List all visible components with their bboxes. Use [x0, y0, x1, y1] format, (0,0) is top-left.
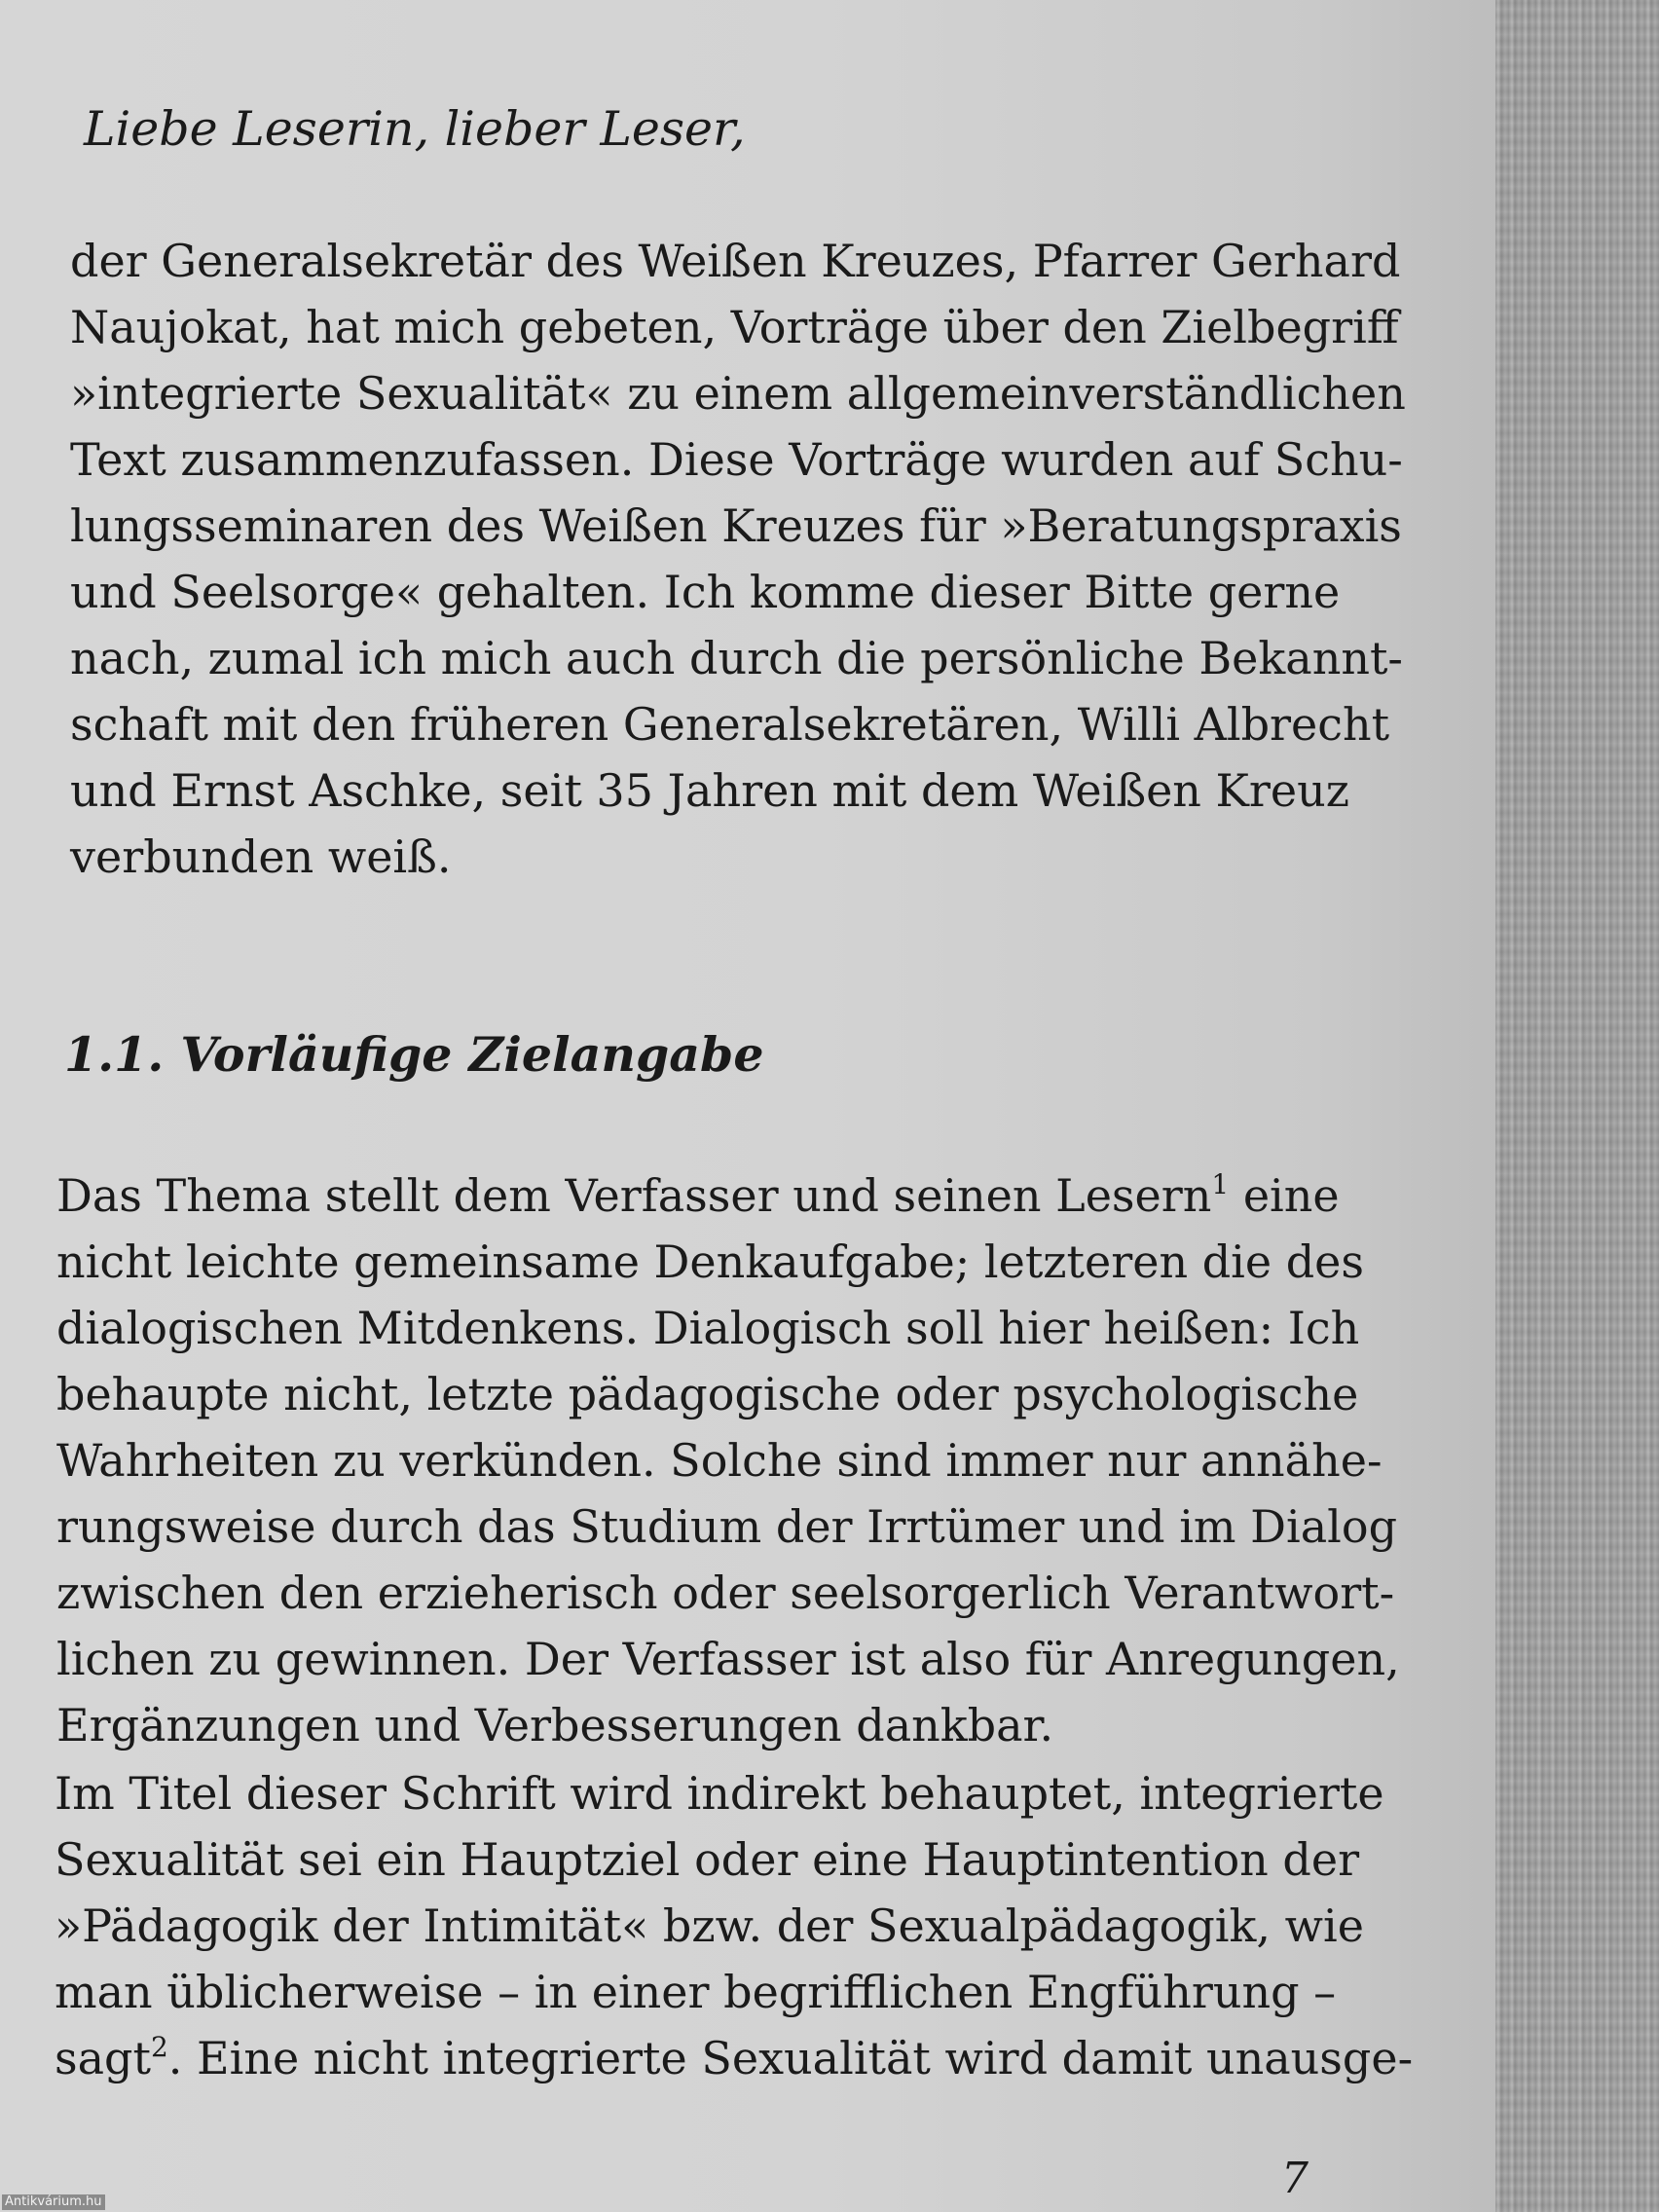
text-line: dialogischen Mitdenkens. Dialogisch soll hier heißen: Ich — [56, 1302, 1360, 1354]
text-line: Wahrheiten zu verkünden. Solche sind immer nur annähe- — [56, 1434, 1382, 1487]
text-line: der Generalsekretär des Weißen Kreuzes, Pfarrer Gerhard — [70, 235, 1401, 287]
text-line: lungsseminaren des Weißen Kreuzes für »Beratungspraxis — [70, 499, 1402, 552]
text-fragment: sagt — [55, 2032, 151, 2084]
text-line: Naujokat, hat mich gebeten, Vorträge über den Zielbegriff — [70, 301, 1399, 353]
text-line: Text zusammenzufassen. Diese Vorträge wurden auf Schu- — [70, 433, 1403, 486]
text-line: lichen zu gewinnen. Der Verfasser ist also für Anregungen, — [56, 1633, 1400, 1685]
salutation: Liebe Leserin, lieber Leser, — [84, 101, 746, 157]
text-line: nicht leichte gemeinsame Denkaufgabe; letzteren die des — [56, 1235, 1364, 1288]
text-line — [55, 2025, 1414, 2091]
page-stack-edge — [1495, 0, 1659, 2212]
text-fragment: . Eine nicht integrierte Sexualität wird damit unausge- — [167, 2032, 1414, 2084]
text-line: man üblicherweise – in einer begrifflichen Engführung – — [55, 1966, 1337, 2018]
text-line: Sexualität sei ein Hauptziel oder eine Hauptintention der — [55, 1833, 1360, 1886]
text-line: und Ernst Aschke, seit 35 Jahren mit dem Weißen Kreuz — [70, 764, 1349, 817]
intro-paragraph — [70, 228, 1406, 890]
text-fragment: eine — [1229, 1169, 1340, 1222]
page-number: 7 — [1281, 2154, 1309, 2203]
section-paragraph-2 — [55, 1760, 1414, 2091]
text-line: Im Titel dieser Schrift wird indirekt behauptet, integrierte — [55, 1767, 1384, 1820]
text-fragment: Das Thema stellt dem Verfasser und seinen Lesern — [56, 1169, 1212, 1222]
footnote-marker-2: 2 — [150, 2031, 168, 2063]
footnote-marker-1: 1 — [1211, 1168, 1230, 1200]
text-line: und Seelsorge« gehalten. Ich komme dieser Bitte gerne — [70, 566, 1341, 618]
text-line — [56, 1162, 1340, 1229]
text-line: schaft mit den früheren Generalsekretären, Willi Albrecht — [70, 698, 1390, 751]
text-line: »Pädagogik der Intimität« bzw. der Sexualpädagogik, wie — [55, 1899, 1364, 1952]
text-line: rungsweise durch das Studium der Irrtümer und im Dialog — [56, 1500, 1398, 1553]
watermark: Antikvárium.hu — [2, 2194, 105, 2210]
section-paragraph-1 — [56, 1162, 1400, 1758]
text-line: behaupte nicht, letzte pädagogische oder psychologische — [56, 1368, 1359, 1420]
text-line: Ergänzungen und Verbesserungen dankbar. — [56, 1699, 1054, 1751]
section-heading: 1.1. Vorläufige Zielangabe — [64, 1026, 764, 1083]
text-line: verbunden weiß. — [70, 830, 452, 883]
text-line: zwischen den erzieherisch oder seelsorgerlich Verantwort- — [56, 1567, 1395, 1619]
text-line: »integrierte Sexualität« zu einem allgemeinverständlichen — [70, 367, 1406, 420]
text-line: nach, zumal ich mich auch durch die persönliche Bekannt- — [70, 632, 1403, 684]
